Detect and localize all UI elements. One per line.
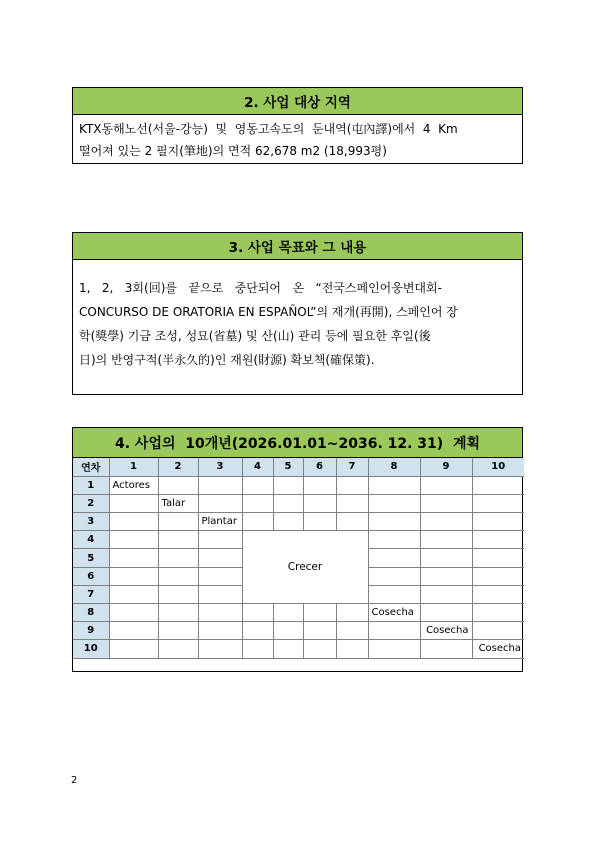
table-row (73, 513, 524, 531)
section-3-line-2: CONCURSO DE ORATORIA EN ESPAÑOL”의 재개(再開), 스페인어 장 (79, 305, 458, 319)
column-header: 5 (273, 458, 303, 476)
plan-cell-cosecha: Cosecha (368, 604, 420, 622)
section-3-line-1: 1, 2, 3회(回)를 끝으로 중단되어 온 “전국스페인어웅변대회- (79, 281, 442, 295)
section-target-area (72, 87, 523, 164)
row-header: 5 (73, 549, 109, 567)
row-header: 1 (73, 476, 109, 494)
plan-cell-actores: Actores (109, 476, 158, 494)
column-header: 9 (420, 458, 472, 476)
row-header: 6 (73, 567, 109, 585)
table-row (73, 531, 524, 549)
section-3-title: 3. 사업 목표와 그 내용 (73, 233, 522, 260)
plan-cell-plantar: Plantar (198, 513, 242, 531)
column-header: 4 (242, 458, 273, 476)
section-4-title: 4. 사업의 10개년(2026.01.01~2036. 12. 31) 계획 (73, 428, 522, 458)
section-3-body (73, 260, 522, 372)
section-2-title: 2. 사업 대상 지역 (73, 88, 522, 115)
table-row (73, 622, 524, 640)
section-ten-year-plan (72, 427, 523, 672)
column-header: 8 (368, 458, 420, 476)
column-header: 1 (109, 458, 158, 476)
year-column-header: 연차 (73, 458, 109, 476)
page-number: 2 (71, 775, 78, 786)
plan-header-row (73, 458, 524, 476)
table-row (73, 494, 524, 512)
row-header: 4 (73, 531, 109, 549)
section-2-line-2: 떨어져 있는 2 필지(筆地)의 면적 62,678 m2 (18,993평) (79, 144, 387, 158)
column-header: 3 (198, 458, 242, 476)
plan-cell-crecer: Crecer (242, 531, 368, 604)
row-header: 3 (73, 513, 109, 531)
column-header: 2 (158, 458, 198, 476)
column-header: 7 (336, 458, 368, 476)
plan-cell-cosecha: Cosecha (420, 622, 472, 640)
plan-table (73, 458, 524, 659)
plan-cell-talar: Talar (158, 494, 198, 512)
row-header: 9 (73, 622, 109, 640)
section-3-line-4: 日)의 반영구적(半永久的)인 재원(財源) 확보책(確保策). (79, 353, 375, 367)
table-row (73, 604, 524, 622)
table-row (73, 476, 524, 494)
row-header: 8 (73, 604, 109, 622)
row-header: 2 (73, 494, 109, 512)
plan-cell-cosecha: Cosecha (472, 640, 524, 658)
column-header: 6 (303, 458, 336, 476)
section-3-line-3: 학(獎學) 기금 조성, 성묘(省墓) 및 산(山) 관리 등에 필요한 후일(後 (79, 329, 431, 343)
column-header: 10 (472, 458, 524, 476)
row-header: 10 (73, 640, 109, 658)
row-header: 7 (73, 585, 109, 603)
section-2-line-1: KTX동해노선(서울-강능) 및 영동고속도의 둔내역(屯內譯)에서 4 Km (79, 122, 458, 136)
section-goals (72, 232, 523, 395)
table-row (73, 640, 524, 658)
section-2-body (73, 115, 522, 162)
